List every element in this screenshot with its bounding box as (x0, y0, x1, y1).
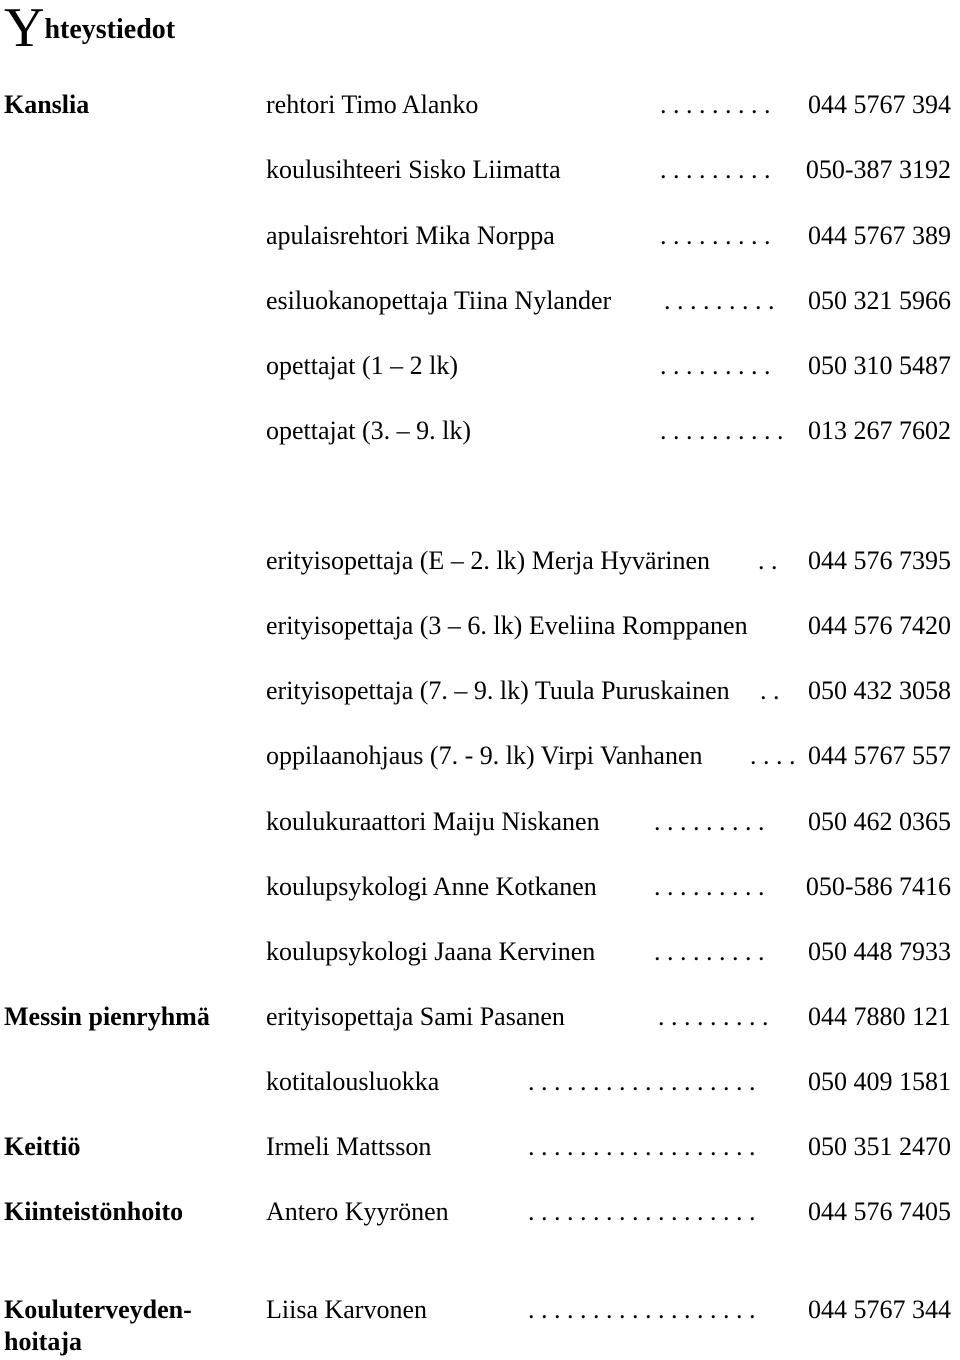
contact-phone: 050 351 2470 (808, 1132, 951, 1161)
contact-phone: 050 462 0365 (808, 807, 951, 836)
leader-dots: . . . . . . . . . . . . . . . . . . (528, 1132, 756, 1161)
leader-dots: . . . . . . . . . (660, 221, 771, 250)
leader-dots: . . (758, 546, 778, 575)
contact-phone: 013 267 7602 (808, 416, 951, 445)
contact-phone: 044 7880 121 (808, 1002, 951, 1031)
contact-phone: 050 448 7933 (808, 937, 951, 966)
contact-name: oppilaanohjaus (7. - 9. lk) Virpi Vanhanen (266, 741, 703, 770)
contact-phone: 050-387 3192 (805, 155, 951, 184)
contact-name: koulupsykologi Anne Kotkanen (266, 872, 597, 901)
leader-dots: . . . . . . . . . (658, 1002, 769, 1031)
section-messin-pienryhma: Messin pienryhmä (4, 1002, 210, 1031)
leader-dots: . . . . . . . . . (654, 872, 765, 901)
contact-name: erityisopettaja (E – 2. lk) Merja Hyvärinen (266, 546, 711, 575)
section-keittio: Keittiö (4, 1132, 81, 1161)
leader-dots: . . . . . . . . . (660, 90, 771, 119)
leader-dots: . . . . . . . . . (660, 155, 771, 184)
leader-dots: . . . . . . . . . (660, 351, 771, 380)
leader-dots: . . . . . . . . . (654, 807, 765, 836)
contact-phone: 050 409 1581 (808, 1067, 951, 1096)
contact-phone: 050 310 5487 (808, 351, 951, 380)
contact-name: opettajat (3. – 9. lk) (266, 416, 472, 445)
contact-name: koulukuraattori Maiju Niskanen (266, 807, 600, 836)
section-kouluterveydenhoitaja-line1: Kouluterveyden- (4, 1295, 192, 1324)
contact-name: Antero Kyyrönen (266, 1197, 449, 1226)
leader-dots: . . . . . . . . . . . . . . . . . . (528, 1295, 756, 1324)
leader-dots: . . . . (750, 741, 796, 770)
page-title-initial: Y (4, 0, 45, 59)
contact-phone: 044 5767 394 (808, 90, 951, 119)
section-kanslia: Kanslia (4, 90, 90, 119)
contact-phone: 044 576 7395 (808, 546, 951, 575)
contact-name: esiluokanopettaja Tiina Nylander (266, 286, 612, 315)
contact-phone: 044 576 7420 (808, 611, 951, 640)
contact-name: erityisopettaja (3 – 6. lk) Eveliina Romppanen (266, 611, 748, 640)
contact-phone: 044 576 7405 (808, 1197, 951, 1226)
contact-phone: 044 5767 344 (808, 1295, 951, 1324)
contact-phone: 044 5767 557 (808, 741, 951, 770)
leader-dots: . . (760, 676, 780, 705)
leader-dots: . . . . . . . . . . . . . . . . . . (528, 1197, 756, 1226)
contact-phone: 050 432 3058 (808, 676, 951, 705)
leader-dots: . . . . . . . . . (654, 937, 765, 966)
contact-name: erityisopettaja Sami Pasanen (266, 1002, 565, 1031)
contact-name: Liisa Karvonen (266, 1295, 428, 1324)
contact-name: apulaisrehtori Mika Norppa (266, 221, 555, 250)
page-title-rest: hteystiedot (44, 14, 176, 45)
leader-dots: . . . . . . . . . (664, 286, 775, 315)
leader-dots: . . . . . . . . . . . . . . . . . . (528, 1067, 756, 1096)
contact-name: kotitalousluokka (266, 1067, 440, 1096)
contact-name: opettajat (1 – 2 lk) (266, 351, 459, 380)
contact-name: Irmeli Mattsson (266, 1132, 432, 1161)
contact-phone: 044 5767 389 (808, 221, 951, 250)
section-kouluterveydenhoitaja-line2: hoitaja (4, 1327, 82, 1356)
contact-phone: 050 321 5966 (808, 286, 951, 315)
contact-name: erityisopettaja (7. – 9. lk) Tuula Puruskainen (266, 676, 730, 705)
contact-name: koulusihteeri Sisko Liimatta (266, 155, 561, 184)
contact-name: koulupsykologi Jaana Kervinen (266, 937, 596, 966)
leader-dots: . . . . . . . . . . (660, 416, 784, 445)
contact-phone: 050-586 7416 (805, 872, 951, 901)
section-kiinteistonhoito: Kiinteistönhoito (4, 1197, 184, 1226)
page-title (4, 0, 175, 60)
contact-name: rehtori Timo Alanko (266, 90, 479, 119)
section-kouluterveydenhoitaja (4, 1294, 192, 1358)
